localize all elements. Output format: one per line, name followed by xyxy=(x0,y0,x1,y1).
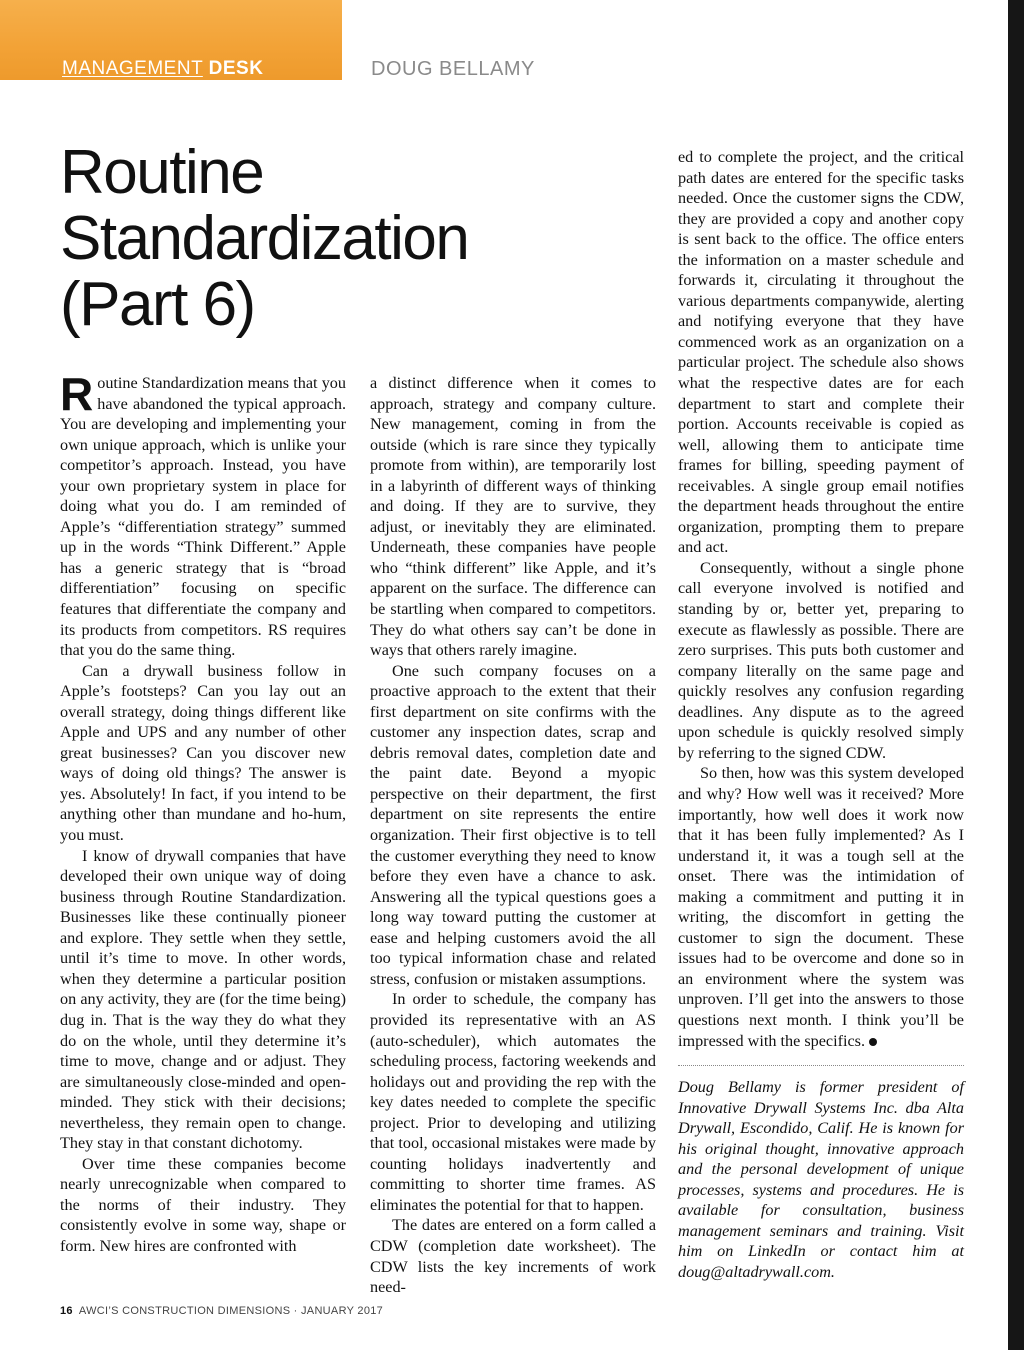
body-column-1 xyxy=(60,368,346,1257)
title-line-3: (Part 6) xyxy=(60,270,255,339)
paragraph xyxy=(60,368,346,661)
body-column-3 xyxy=(678,147,964,1051)
title-line-2: Standardization xyxy=(60,204,469,273)
paragraph: a distinct difference when it comes to approach, strategy and company culture. New management, coming in from the outside (which is rare since they typically promote from within), are temporarily lost in a labyrinth of different ways of thinking and doing. If they are to survive, they adjust, or inevitably they are eliminated. Underneath, these companies have people who “think different” like Apple, and it’s apparent on the surface. The difference can be startling when compared to competitors. They do what others say can’t be done in ways that others rarely imagine. xyxy=(370,374,656,660)
article-title xyxy=(60,140,580,338)
paragraph xyxy=(678,763,964,1051)
rubric-bold: DESK xyxy=(208,58,264,79)
drop-cap: R xyxy=(60,368,94,420)
title-line-1: Routine xyxy=(60,138,264,207)
paragraph-text: outine Standardization means that you have abandoned the typical approach. You are developing and implementing your own unique approach, which is unlike your competitor’s approach. Instead, you have your own proprietary system in place for doing what you do. I am reminded of Apple’s “differentiation strategy” summed up in the words “Think Different.” Apple has a generic strategy that is “broad differentiation” focusing on specific features that differentiate the company and its products from competitors. RS requires that you do the same thing. xyxy=(60,374,346,660)
end-mark-icon xyxy=(869,1038,877,1046)
paragraph: Over time these companies become nearly unrecognizable when compared to the norms of their industry. They consistently evolve in some way, shape or form. New hires are confronted with xyxy=(60,1154,346,1255)
page-number: 16 xyxy=(60,1305,73,1317)
section-rubric xyxy=(62,58,263,80)
author-header: DOUG BELLAMY xyxy=(371,58,535,80)
body-column-2 xyxy=(370,373,656,1298)
bio-divider xyxy=(678,1065,964,1066)
paragraph: In order to schedule, the company has provided its representative with an AS (auto-scheduler), which automates the scheduling process, factoring weekends and holidays out and providing the rep with the key dates needed to complete the specific project. Prior to developing and utilizing that tool, occasional mistakes were made by counting holidays inadvertently and committing to shorter time frames. AS eliminates the potential for that to happen. xyxy=(370,990,656,1214)
publication-info: AWCI’S CONSTRUCTION DIMENSIONS · JANUARY 2017 xyxy=(78,1305,384,1317)
paragraph: ed to complete the project, and the critical path dates are entered for the specific tasks needed. Once the customer signs the CDW, they are provided a copy and another copy is sent back to the office. The office enters the information on a master schedule and forwards it, circulating it throughout the various departments companywide, alerting and notifying everyone that they have commenced work as an organization on a particular project. The schedule also shows what the respective dates are for each department to start and complete their portion. Accounts receivable is copied as well, allowing them to anticipate time frames for billing, speeding payment of receivables. A single group email notifies the department heads throughout the entire organization, prompting them to prepare and act. xyxy=(678,148,964,557)
paragraph-text: So then, how was this system developed and why? How well was it received? More importantly, how well does it work now that it has been fully implemented? As I understand it, it was a tough sell at the onset. There was the intimidation of making a commitment and putting it in writing, the discomfort in getting the customer to sign the document. These issues had to be overcome and done so in an environment where the system was unproven. I’ll get into the answers to those questions next month. I think you’ll be impressed with the specifics. xyxy=(678,764,964,1050)
author-bio: Doug Bellamy is former president of Innovative Drywall Systems Inc. dba Alta Drywall, Escondido, Calif. He is known for his original thought, innovative approach and the personal development of unique processes, systems and procedures. He is available for consultation, business management seminars and training. Visit him on LinkedIn or contact him at doug@altadrywall.com. xyxy=(678,1078,964,1281)
rubric-light: MANAGEMENT xyxy=(62,58,203,79)
paragraph: I know of drywall companies that have developed their own unique way of doing business through Routine Standardization. Businesses like these continually pioneer and explore. They settle when they settle, until it’s time to move. In other words, when they determine a particular position on any activity, they are (for the time being) dug in. That is the way they do what they do on the whole, until they determine it’s time to move, change and or adjust. They are simultaneously close-minded and open-minded. They stick with their decisions; nevertheless, they remain open to change. They stay in that constant dichotomy. xyxy=(60,846,346,1153)
page-footer xyxy=(60,1305,383,1317)
paragraph: One such company focuses on a proactive approach to the extent that their first department on site confirms with the customer any inspection dates, scrap and debris removal dates, completion date and the paint date. Beyond a myopic perspective on their department, the first department on site represents the entire organization. Their first objective is to tell the customer everything they need to know before they even have a chance to ask. Answering all the typical questions goes a long way toward putting the customer at ease and helping customers avoid the all too typical information chase and related stress, confusion or mistaken assumptions. xyxy=(370,661,656,988)
paragraph: The dates are entered on a form called a CDW (completion date worksheet). The CDW lists the key increments of work need- xyxy=(370,1216,656,1297)
page-edge-bar xyxy=(1008,0,1024,1350)
paragraph: Consequently, without a single phone call everyone involved is notified and standing by or, better yet, preparing to execute as flawlessly as possible. There are zero surprises. This puts both customer and company literally on the same page and quickly resolves any confusion regarding deadlines. Any dispute as to the agreed upon schedule is quickly resolved simply by referring to the signed CDW. xyxy=(678,558,964,762)
paragraph: Can a drywall business follow in Apple’s footsteps? Can you lay out an overall strategy, doing things different like Apple and UPS and any number of other great businesses? Can you discover new ways of doing old things? The answer is yes. Absolutely! In fact, if you intend to be anything other than mundane and ho-hum, you must. xyxy=(60,661,346,845)
